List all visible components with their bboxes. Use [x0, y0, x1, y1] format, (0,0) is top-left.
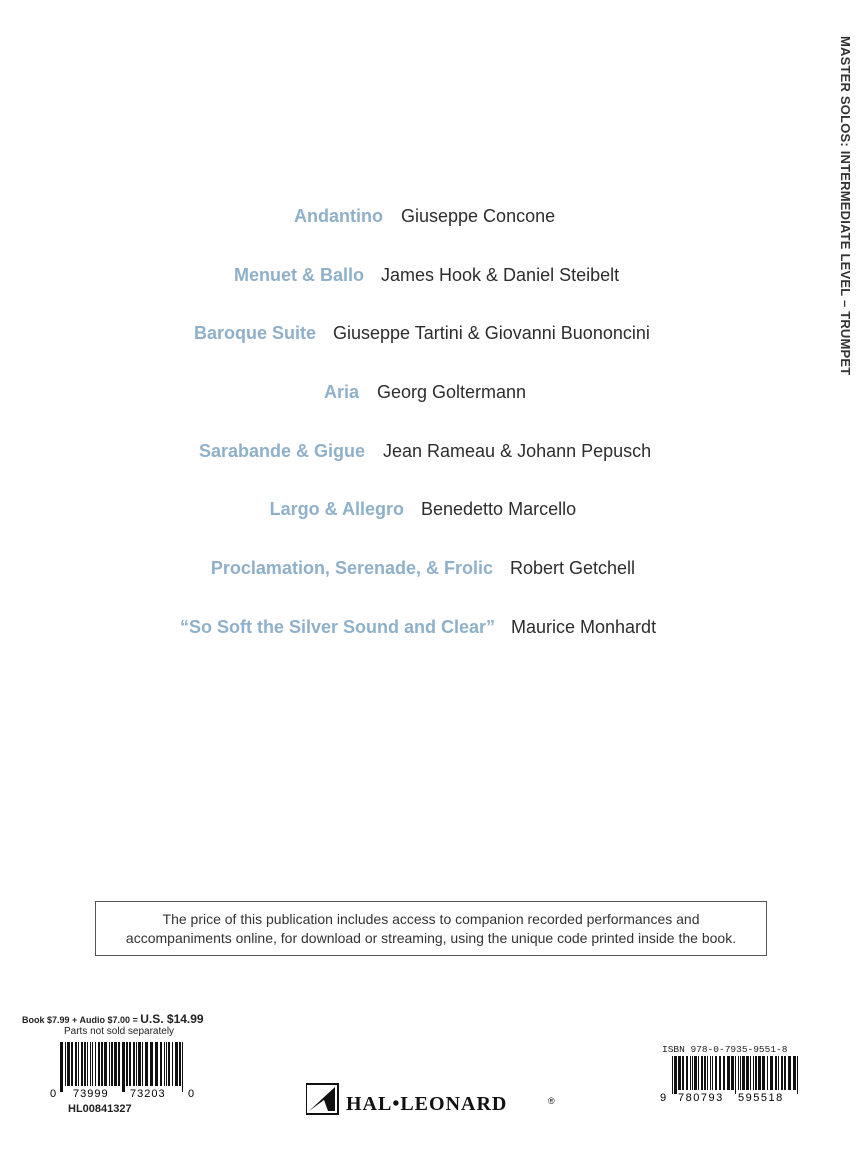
spine-title: MASTER SOLOS: INTERMEDIATE LEVEL – TRUMPET	[838, 36, 853, 376]
barcode-bar	[129, 1042, 131, 1086]
barcode-bar	[172, 1042, 173, 1086]
upc-barcode	[48, 1042, 198, 1098]
barcode-bar	[136, 1042, 137, 1086]
upc-group-1: 73999	[73, 1088, 109, 1098]
parts-note: Parts not sold separately	[64, 1026, 175, 1037]
upc-right-digit: 0	[188, 1088, 195, 1098]
barcode-bar	[133, 1042, 135, 1086]
barcode-bar	[727, 1056, 730, 1090]
registered-mark: ®	[548, 1096, 555, 1106]
piece-title: Menuet & Ballo	[233, 265, 364, 285]
barcode-bar	[704, 1056, 706, 1090]
contents-item	[0, 496, 864, 522]
piece-composer: Giuseppe Concone	[401, 206, 556, 226]
publisher-name: HAL•LEONARD	[346, 1093, 508, 1115]
barcode-bar	[126, 1042, 128, 1086]
barcode-bar	[674, 1056, 677, 1094]
barcode-bar	[701, 1056, 703, 1090]
barcode-bar	[182, 1042, 183, 1092]
barcode-bar	[179, 1042, 181, 1086]
barcode-bar	[753, 1056, 754, 1090]
price-line	[22, 1012, 204, 1026]
piece-composer: Robert Getchell	[510, 558, 636, 578]
barcode-bar	[164, 1042, 165, 1086]
audio-access-notice	[95, 901, 767, 956]
barcode-bar	[767, 1056, 768, 1090]
piece-composer: Benedetto Marcello	[421, 499, 577, 519]
barcode-bar	[145, 1042, 148, 1086]
barcode-bar	[735, 1056, 736, 1094]
barcode-bar	[65, 1042, 66, 1086]
contents-item	[0, 203, 864, 229]
barcode-bar	[60, 1042, 63, 1092]
barcode-bar	[114, 1042, 117, 1086]
barcode-bar	[168, 1042, 170, 1086]
piece-composer: James Hook & Daniel Steibelt	[381, 265, 620, 285]
barcode-bar	[715, 1056, 717, 1090]
barcode-bar	[81, 1042, 83, 1086]
barcode-bar	[712, 1056, 713, 1090]
piece-title: Largo & Allegro	[269, 499, 404, 519]
barcode-bar	[71, 1042, 73, 1086]
barcode-bar	[166, 1042, 167, 1086]
barcode-bar	[175, 1042, 178, 1086]
barcode-bar	[160, 1042, 162, 1086]
barcode-bar	[84, 1042, 86, 1086]
notice-line: The price of this publication includes access to companion recorded performances and	[162, 911, 700, 927]
piece-title: Baroque Suite	[193, 323, 316, 343]
barcode-bar	[746, 1056, 749, 1090]
notice-line: accompaniments online, for download or streaming, using the unique code printed inside the book.	[125, 930, 737, 946]
piece-title: “So Soft the Silver Sound and Clear”	[179, 617, 495, 637]
hl-code: HL00841327	[68, 1103, 132, 1115]
isbn-label: ISBN 978-0-7935-9551-8	[662, 1044, 788, 1055]
barcode-bar	[770, 1056, 773, 1090]
isbn-barcode	[660, 1056, 802, 1102]
barcode-bar	[758, 1056, 761, 1090]
barcode-bar	[740, 1056, 741, 1090]
upc-group-2: 73203	[130, 1088, 166, 1098]
barcode-bar	[755, 1056, 757, 1090]
barcode-bar	[707, 1056, 708, 1090]
barcode-bar	[698, 1056, 699, 1090]
barcode-bar	[111, 1042, 113, 1086]
price-total: U.S. $14.99	[140, 1012, 204, 1026]
barcode-bar	[762, 1056, 765, 1090]
barcode-bar	[793, 1056, 796, 1090]
barcode-bar	[109, 1042, 110, 1086]
contents-item	[0, 614, 864, 640]
barcode-bar	[694, 1056, 697, 1090]
piece-composer: Maurice Monhardt	[511, 617, 657, 637]
piece-title: Sarabande & Gigue	[198, 441, 365, 461]
contents-item	[0, 555, 864, 581]
price-breakdown: Book $7.99 + Audio $7.00 =	[22, 1015, 141, 1025]
barcode-bar	[101, 1042, 103, 1086]
isbn-group-1: 780793	[678, 1092, 724, 1102]
barcode-bar	[719, 1056, 721, 1090]
barcode-bar	[690, 1056, 691, 1090]
contents-item	[0, 379, 864, 405]
barcode-bar	[98, 1042, 100, 1086]
upc-left-digit: 0	[50, 1088, 57, 1098]
barcode-bar	[778, 1056, 779, 1090]
barcode-bar	[784, 1056, 786, 1090]
barcode-bar	[723, 1056, 725, 1090]
isbn-group-2: 595518	[738, 1092, 784, 1102]
barcode-bar	[686, 1056, 688, 1090]
barcode-bar	[138, 1042, 141, 1086]
piece-composer: Georg Goltermann	[377, 382, 527, 402]
piece-title: Proclamation, Serenade, & Frolic	[210, 558, 493, 578]
barcode-bar	[672, 1056, 673, 1094]
piece-title: Aria	[323, 382, 359, 402]
barcode-bar	[104, 1042, 107, 1086]
barcode-bar	[95, 1042, 96, 1086]
barcode-bar	[92, 1042, 93, 1086]
barcode-bar	[750, 1056, 751, 1090]
contents-item	[0, 438, 864, 464]
barcode-bar	[710, 1056, 711, 1090]
piece-composer: Jean Rameau & Johann Pepusch	[383, 441, 652, 461]
barcode-bar	[738, 1056, 739, 1090]
barcode-bar	[775, 1056, 777, 1090]
barcode-bar	[781, 1056, 783, 1090]
contents-item	[0, 262, 864, 288]
barcode-bar	[122, 1042, 125, 1092]
piece-title: Andantino	[294, 206, 383, 226]
barcode-bar	[692, 1056, 693, 1090]
barcode-bar	[150, 1042, 153, 1086]
barcode-bar	[67, 1042, 70, 1086]
hal-leonard-logo	[306, 1082, 566, 1118]
barcode-bar	[118, 1042, 120, 1086]
barcode-bar	[797, 1056, 798, 1094]
barcode-bar	[731, 1056, 734, 1090]
isbn-first-digit: 9	[660, 1092, 667, 1102]
barcode-bar	[142, 1042, 143, 1086]
barcode-bar	[87, 1042, 88, 1086]
barcode-bar	[678, 1056, 681, 1090]
barcode-bar	[78, 1042, 79, 1086]
barcode-bar	[155, 1042, 158, 1086]
barcode-bar	[75, 1042, 77, 1086]
piece-composer: Giuseppe Tartini & Giovanni Buononcini	[333, 323, 650, 343]
barcode-bar	[682, 1056, 684, 1090]
barcode-bar	[90, 1042, 91, 1086]
contents-item	[0, 320, 864, 346]
barcode-bar	[788, 1056, 791, 1090]
barcode-bar	[742, 1056, 745, 1090]
